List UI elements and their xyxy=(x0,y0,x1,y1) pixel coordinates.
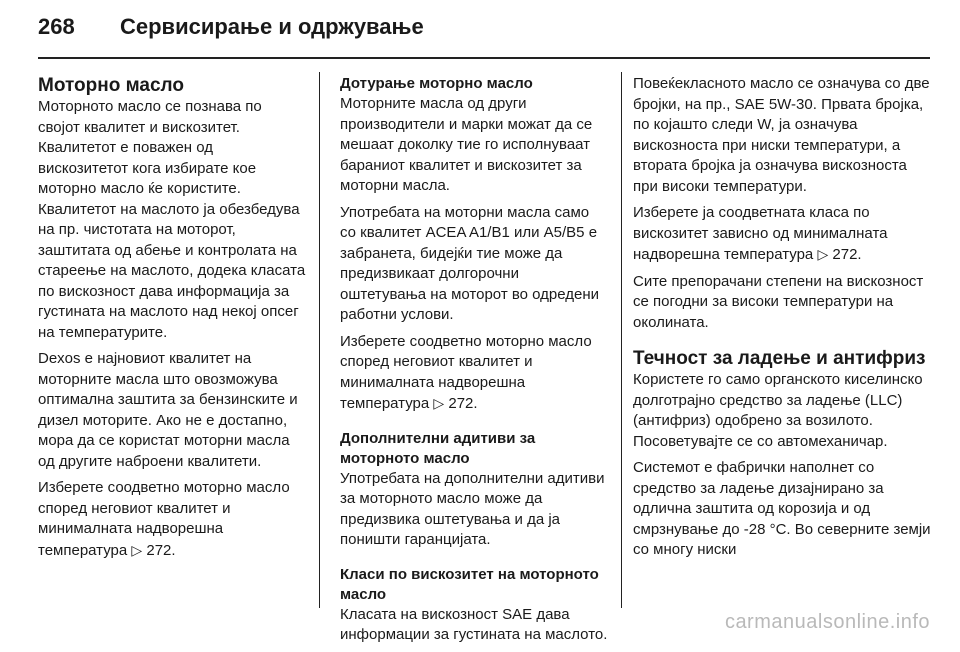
column-2 xyxy=(340,74,608,652)
page-title: Сервисирање и одржување xyxy=(120,14,424,39)
column-divider xyxy=(319,72,320,608)
column-3 xyxy=(633,74,933,567)
section-heading: Моторно масло xyxy=(38,75,184,96)
arrow-right-icon[interactable]: ▷ xyxy=(817,246,829,262)
section-heading: Течност за ладење и антифриз xyxy=(633,348,926,369)
paragraph: Повеќекласното масло се означува со две бројки, на пр., SAE 5W-30. Првата бројка, по којашто следи W, ја означува вискозноста при ниски температури, а втората бројка ја означува вискозноста при високи температури. xyxy=(633,75,930,195)
paragraph-text: Изберете соодветно моторно масло според неговиот квалитет и минималната надворешна температура xyxy=(38,479,290,559)
paragraph: Употребата на дополнителни адитиви за моторното масло може да предизвика оштетувања и да ја поништи гаранцијата. xyxy=(340,469,605,548)
paragraph-text: Изберете соодветно моторно масло според неговиот квалитет и минималната надворешна температура xyxy=(340,332,592,412)
paragraph: Сите препорачани степени на вискозност се погодни за високи температури на околината. xyxy=(633,272,924,331)
paragraph: Моторните масла од други производители и марки можат да се мешаат доколку тие го исполнуваат бараниот квалитет и вискозитет за моторни масла. xyxy=(340,95,593,194)
page-number: 268 xyxy=(38,14,75,39)
arrow-right-icon[interactable]: ▷ xyxy=(131,541,143,558)
paragraph xyxy=(340,332,608,415)
section-heading: Класи по вискозитет на моторното масло xyxy=(340,565,599,603)
paragraph-text: Изберете ја соодветната класа по вискозитет зависно од минималната надворешна температура xyxy=(633,204,888,263)
arrow-right-icon[interactable]: ▷ xyxy=(433,395,445,411)
section-heading: Дотурање моторно масло xyxy=(340,75,533,92)
header-divider xyxy=(38,57,930,59)
column-1 xyxy=(38,74,306,567)
watermark: carmanualsonline.info xyxy=(724,611,930,633)
section-heading: Дополнителни адитиви за моторното масло xyxy=(340,429,536,467)
paragraph: Dexos е најновиот квалитет на моторните масла што овозможува оптимална заштита за бензинските и дизел моторите. Ако не е достапно, мора да се користат моторни масла од другите наброени квалитети. xyxy=(38,350,298,470)
paragraph xyxy=(633,203,933,266)
paragraph: Моторното масло се познава по својот квалитет и вискозитет. Квалитетот е поважен од вискозитетот кога избирате кое моторно масло ќе користите. Квалитетот на маслото ја обезбедува на пр. чистотата на моторот, заштитата од абење и контролата на стареење на маслото, додека класата по вискозност дава информација за густината на маслото над некој опсег на температурите. xyxy=(38,98,306,341)
page-header xyxy=(38,14,930,54)
column-divider xyxy=(621,72,622,608)
page-reference[interactable]: 272. xyxy=(448,395,478,412)
page-reference[interactable]: 272. xyxy=(146,541,176,559)
paragraph: Употребата на моторни масла само со квалитет ACEA A1/B1 или A5/B5 е забранета, бидејќи тие може да предизвикаат долгорочни оштетувања на моторот во одредени работни услови. xyxy=(340,203,600,323)
paragraph: Користете го само органското киселинско долготрајно средство за ладење (LLC) (антифриз) одобрено за возилото. Посоветувајте се со автомеханичар. xyxy=(633,371,923,450)
paragraph: Системот е фабрички наполнет со средство за ладење дизајнирано за одлична заштита од корозија и од смрзнување до -28 °C. Во северните земји со многу ниски xyxy=(633,459,931,558)
page-reference[interactable]: 272. xyxy=(832,246,862,263)
paragraph xyxy=(38,478,306,561)
paragraph: Класата на вискозност SAE дава информации за густината на маслото. xyxy=(340,605,608,643)
